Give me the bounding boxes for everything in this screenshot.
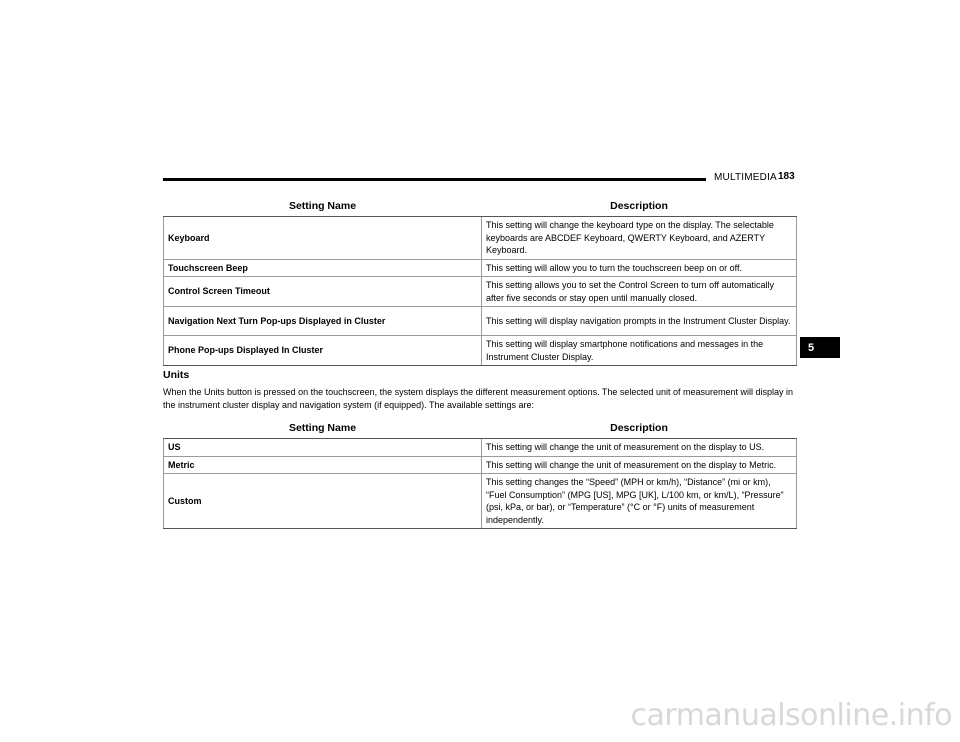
setting-description: This setting will allow you to turn the touchscreen beep on or off. <box>482 259 797 277</box>
chapter-tab: 5 <box>800 337 840 358</box>
units-heading: Units <box>163 369 190 381</box>
setting-name: Metric <box>164 456 482 474</box>
table-row <box>164 259 797 277</box>
settings-table <box>163 196 797 366</box>
setting-name: Control Screen Timeout <box>164 277 482 307</box>
column-header-description: Description <box>482 418 797 439</box>
column-header-description: Description <box>482 196 797 217</box>
units-table <box>163 418 797 529</box>
section-title: MULTIMEDIA <box>714 172 777 183</box>
watermark-text: carmanualsonline.info <box>630 698 952 733</box>
table-row <box>164 336 797 366</box>
setting-description: This setting changes the “Speed” (MPH or km/h), “Distance” (mi or km), “Fuel Consumption” (MPG [US], MPG [UK], L/100 km, or km/L), “Pressure” (psi, kPa, or bar), or “Temperature” (°C or °F) units of measurement independently. <box>482 474 797 529</box>
setting-description: This setting will change the unit of measurement on the display to US. <box>482 439 797 457</box>
setting-description: This setting will change the keyboard type on the display. The selectable keyboards are ABCDEF Keyboard, QWERTY Keyboard, and AZERTY Keyboard. <box>482 217 797 260</box>
table-row <box>164 277 797 307</box>
setting-description: This setting will display smartphone notifications and messages in the Instrument Cluster Display. <box>482 336 797 366</box>
table-row <box>164 307 797 336</box>
column-header-setting-name: Setting Name <box>164 196 482 217</box>
setting-description: This setting allows you to set the Control Screen to turn off automatically after five seconds or stay open until manually closed. <box>482 277 797 307</box>
setting-description: This setting will change the unit of measurement on the display to Metric. <box>482 456 797 474</box>
header-rule <box>163 178 706 181</box>
column-header-setting-name: Setting Name <box>164 418 482 439</box>
setting-name: Navigation Next Turn Pop-ups Displayed in Cluster <box>164 307 482 336</box>
setting-name: Touchscreen Beep <box>164 259 482 277</box>
setting-description: This setting will display navigation prompts in the Instrument Cluster Display. <box>482 307 797 336</box>
table-row <box>164 474 797 529</box>
setting-name: Phone Pop-ups Displayed In Cluster <box>164 336 482 366</box>
table-row <box>164 439 797 457</box>
page-number: 183 <box>778 171 795 182</box>
setting-name: Custom <box>164 474 482 529</box>
table-row <box>164 217 797 260</box>
units-intro: When the Units button is pressed on the touchscreen, the system displays the different measurement options. The selected unit of measurement will display in the instrument cluster display and navigation system (if equipped). The available settings are: <box>163 387 793 410</box>
table-row <box>164 456 797 474</box>
setting-name: Keyboard <box>164 217 482 260</box>
setting-name: US <box>164 439 482 457</box>
